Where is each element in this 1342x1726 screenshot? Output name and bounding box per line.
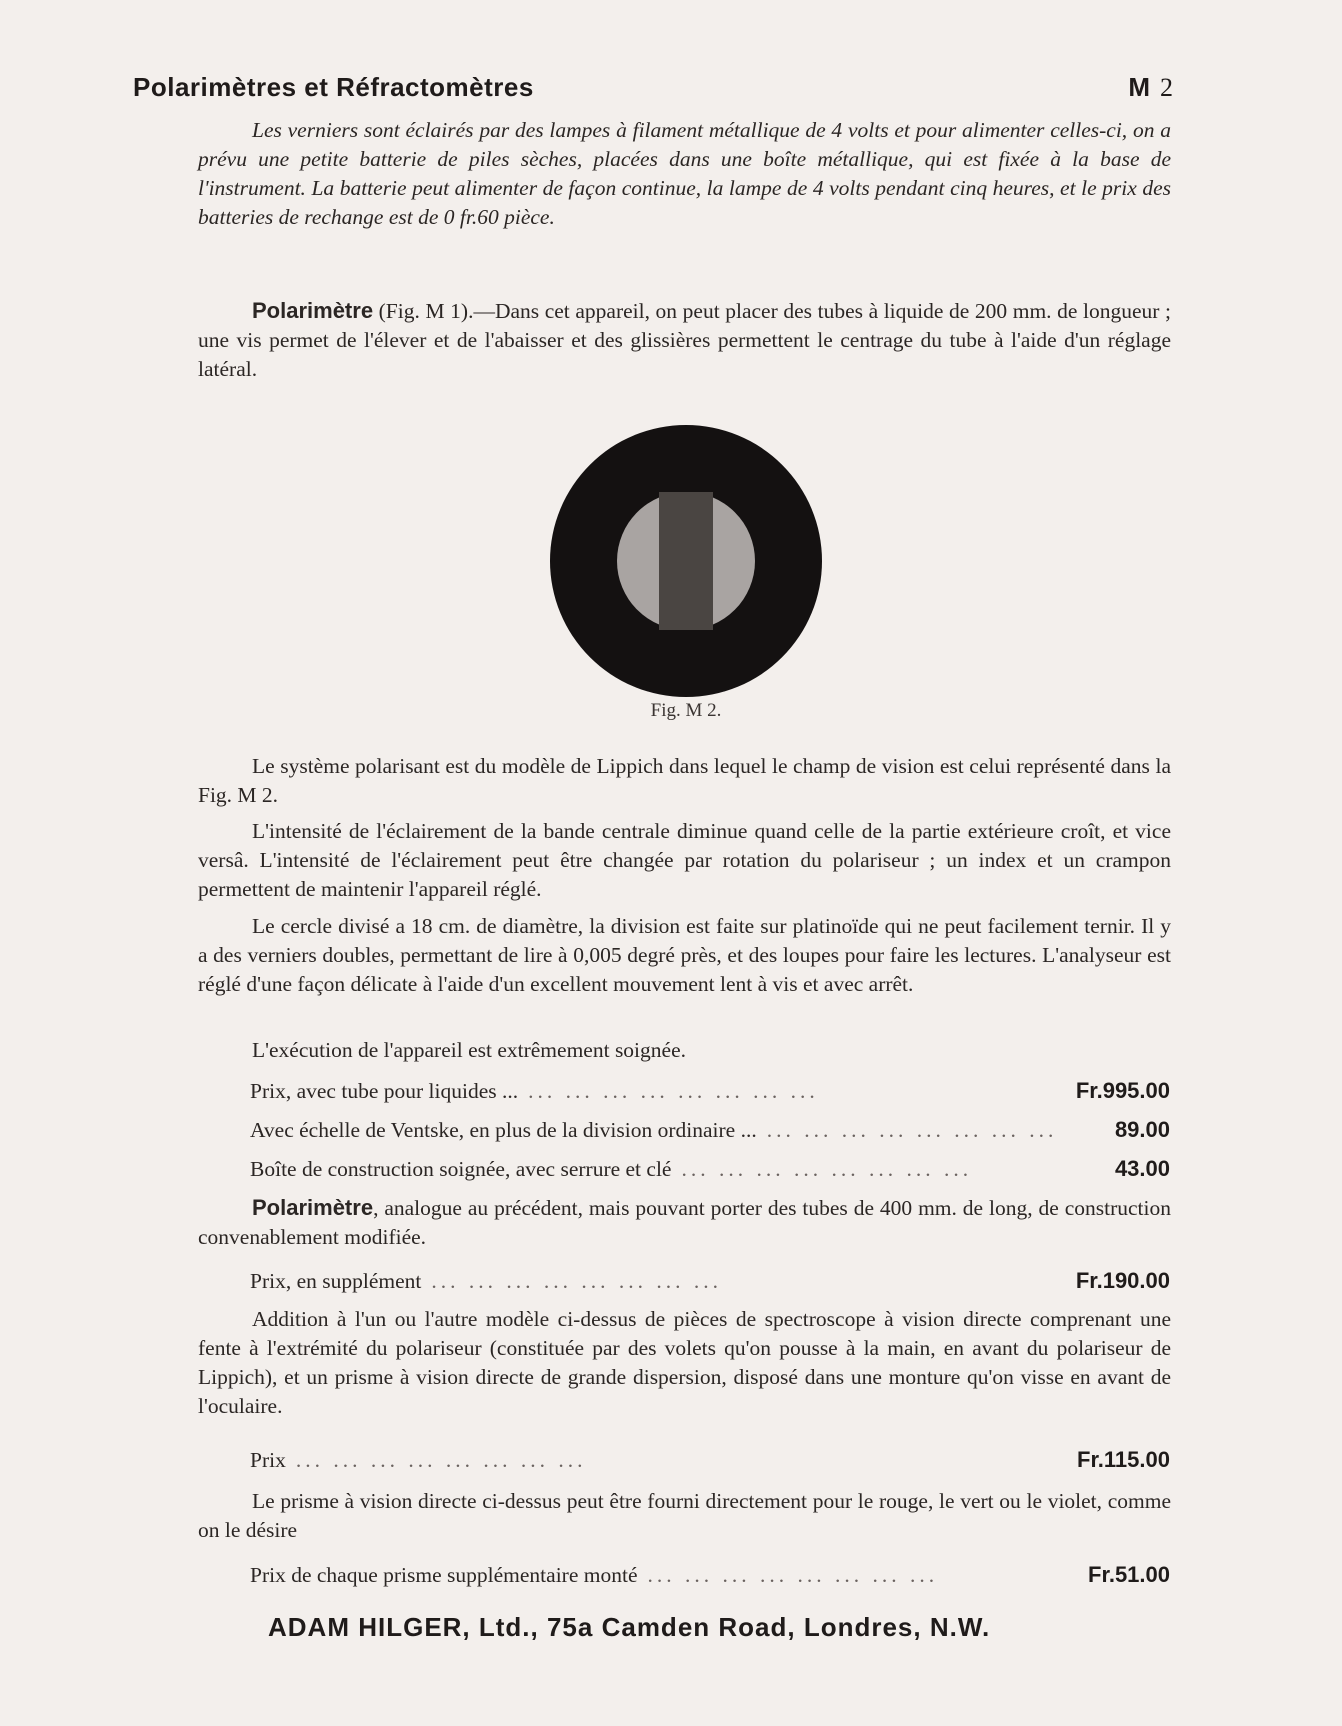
polarimeter-text: (Fig. M 1).—Dans cet appareil, on peut placer des tubes à liquide de 200 mm. de longueur ; une vis permet de l'élever et de l'abaisser et des glissières permettent le centrage du tube à l'aide d'un réglage latéral.	[198, 299, 1171, 381]
price-value: 89.00	[1114, 1117, 1170, 1142]
price-label: Boîte de construction soignée, avec serrure et clé	[250, 1157, 672, 1181]
paragraph-circle: Le cercle divisé a 18 cm. de diamètre, la division est faite sur platinoïde qui ne peut facilement ternir. Il y a des verniers doubles, permettant de lire à 0,005 degré près, et des loupes pour faire les lectures. L'analyseur est réglé d'une façon délicate à l'aide d'un excellent mouvement lent à vis et avec arrêt.	[198, 914, 1171, 996]
price-value: Fr.995.00	[1075, 1078, 1170, 1103]
figure-caption: Fig. M 2.	[650, 700, 722, 721]
polarimeter-400-text: , analogue au précédent, mais pouvant porter des tubes de 400 mm. de long, de construction convenablement modifiée.	[198, 1196, 1171, 1249]
leader-dots: ... ... ... ... ... ... ... ...	[528, 1079, 819, 1103]
price-value: 43.00	[1114, 1156, 1170, 1181]
price-value: Fr.115.00	[1077, 1447, 1170, 1472]
price-label: Prix	[250, 1448, 286, 1472]
section-letter: M	[1128, 72, 1150, 102]
price-row-prism	[250, 1562, 1170, 1594]
figure-central-band	[659, 492, 713, 630]
intro-paragraph: Les verniers sont éclairés par des lampes à filament métallique de 4 volts et pour alimenter celles-ci, on a prévu une petite batterie de piles sèches, placées dans une boîte métallique, qui est fixée à la base de l'instrument. La batterie peut alimenter de façon continue, la lampe de 4 volts pendant cinq heures, et le prix des batteries de rechange est de 0 fr.60 pièce.	[198, 118, 1171, 229]
leader-dots: ... ... ... ... ... ... ... ...	[681, 1157, 973, 1181]
paragraph-system: Le système polarisant est du modèle de Lippich dans lequel le champ de vision est celui représenté dans la Fig. M 2.	[198, 754, 1171, 807]
prism-paragraph: Le prisme à vision directe ci-dessus peut être fourni directement pour le rouge, le vert ou le violet, comme on le désire	[198, 1489, 1171, 1542]
page-title: Polarimètres et Réfractomètres	[133, 72, 534, 102]
page-reference	[1128, 72, 1173, 103]
price-row-ventske	[250, 1117, 1170, 1149]
polarimeter-description	[198, 296, 1171, 384]
addition-paragraph: Addition à l'un ou l'autre modèle ci-dessus de pièces de spectroscope à vision directe comprenant une fente à l'extrémité du polariseur (constituée par des volets qu'on pousse à la main, en avant du polariseur de Lippich), et un prisme à vision directe de grande dispersion, disposé dans une monture qu'on visse en avant de l'oculaire.	[198, 1307, 1171, 1418]
polarimeter-400-heading: Polarimètre	[252, 1195, 374, 1220]
lippich-field-figure	[549, 424, 823, 698]
price-label: Avec échelle de Ventske, en plus de la division ordinaire ...	[250, 1118, 757, 1142]
price-row-box	[250, 1156, 1170, 1188]
page-header	[133, 72, 1173, 112]
price-value: Fr.190.00	[1075, 1268, 1170, 1293]
paragraph-intensity	[198, 817, 1171, 904]
price-row-supplement	[250, 1268, 1170, 1300]
price-label: Prix, en supplément	[250, 1269, 422, 1293]
leader-dots: ... ... ... ... ... ... ... ...	[295, 1448, 587, 1472]
leader-dots: ... ... ... ... ... ... ... ...	[766, 1118, 1058, 1142]
polarimeter-400-description	[198, 1193, 1171, 1252]
polarimeter-heading: Polarimètre	[252, 298, 374, 323]
price-row-tube	[250, 1078, 1170, 1110]
price-label: Prix, avec tube pour liquides ...	[250, 1079, 519, 1103]
page-number: 2	[1160, 73, 1173, 102]
paragraph-intensity-text: L'intensité de l'éclairement de la bande centrale diminue quand celle de la partie extérieure croît, et vice versâ. L'intensité de l'éclairement peut être changée par rotation du polariseur ; un index et un crampon permettent de maintenir l'appareil réglé.	[198, 819, 1171, 901]
price-row-addition	[250, 1447, 1170, 1479]
price-value: Fr.51.00	[1088, 1562, 1170, 1587]
leader-dots: ... ... ... ... ... ... ... ...	[647, 1563, 939, 1587]
price-label: Prix de chaque prisme supplémentaire monté	[250, 1563, 638, 1587]
leader-dots: ... ... ... ... ... ... ... ...	[431, 1269, 723, 1293]
paragraph-execution: L'exécution de l'appareil est extrêmement soignée.	[252, 1038, 686, 1062]
publisher-footer: ADAM HILGER, Ltd., 75a Camden Road, Londres, N.W.	[268, 1612, 991, 1642]
